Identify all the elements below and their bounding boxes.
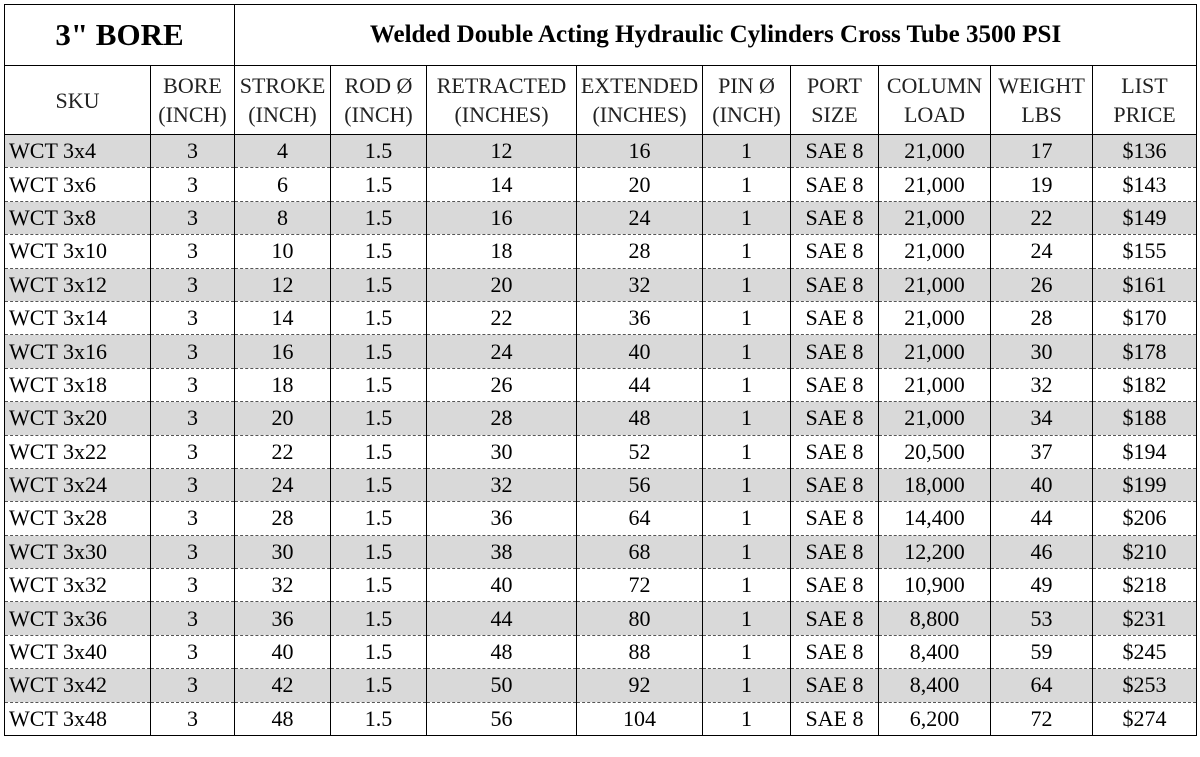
cell-sku: WCT 3x30 (5, 535, 151, 568)
cell-stroke: 18 (235, 368, 331, 401)
column-header-line: PRICE (1113, 102, 1176, 127)
cell-weight: 49 (991, 569, 1093, 602)
cell-weight: 19 (991, 168, 1093, 201)
cell-rod: 1.5 (331, 135, 427, 168)
table-body (5, 135, 1197, 736)
cell-list-price: $218 (1093, 569, 1197, 602)
cell-extended: 68 (577, 535, 703, 568)
cell-stroke: 22 (235, 435, 331, 468)
cell-bore: 3 (151, 669, 235, 702)
column-header-line: PIN Ø (718, 73, 775, 98)
cell-pin: 1 (703, 268, 791, 301)
cell-bore: 3 (151, 235, 235, 268)
cell-sku: WCT 3x8 (5, 201, 151, 234)
cell-port: SAE 8 (791, 669, 879, 702)
cell-weight: 53 (991, 602, 1093, 635)
cell-port: SAE 8 (791, 535, 879, 568)
cell-list-price: $245 (1093, 635, 1197, 668)
column-header-line: LIST (1121, 73, 1168, 98)
column-header-rod (331, 66, 427, 135)
cell-pin: 1 (703, 301, 791, 334)
cell-rod: 1.5 (331, 535, 427, 568)
cell-list-price: $194 (1093, 435, 1197, 468)
cell-port: SAE 8 (791, 635, 879, 668)
cell-retracted: 44 (427, 602, 577, 635)
cell-port: SAE 8 (791, 368, 879, 401)
cell-bore: 3 (151, 368, 235, 401)
cell-bore: 3 (151, 635, 235, 668)
cell-extended: 48 (577, 402, 703, 435)
table-row (5, 669, 1197, 702)
column-header-line: (INCH) (712, 102, 781, 127)
cell-retracted: 24 (427, 335, 577, 368)
column-header-line: SIZE (811, 102, 858, 127)
cell-column-load: 8,400 (879, 669, 991, 702)
cell-bore: 3 (151, 702, 235, 735)
column-header-line: (INCH) (344, 102, 413, 127)
cell-rod: 1.5 (331, 402, 427, 435)
cell-port: SAE 8 (791, 435, 879, 468)
cell-extended: 56 (577, 468, 703, 501)
cell-extended: 44 (577, 368, 703, 401)
cell-weight: 22 (991, 201, 1093, 234)
column-header-port (791, 66, 879, 135)
cell-retracted: 36 (427, 502, 577, 535)
column-header-line: PORT (807, 73, 862, 98)
table-row (5, 635, 1197, 668)
cell-port: SAE 8 (791, 602, 879, 635)
column-header-line: LBS (1021, 102, 1062, 127)
cell-column-load: 18,000 (879, 468, 991, 501)
cell-stroke: 4 (235, 135, 331, 168)
cell-list-price: $210 (1093, 535, 1197, 568)
cell-stroke: 14 (235, 301, 331, 334)
cell-extended: 28 (577, 235, 703, 268)
cell-list-price: $161 (1093, 268, 1197, 301)
column-header-list-price (1093, 66, 1197, 135)
cell-stroke: 16 (235, 335, 331, 368)
cell-bore: 3 (151, 268, 235, 301)
cell-rod: 1.5 (331, 201, 427, 234)
cell-retracted: 40 (427, 569, 577, 602)
column-header-line: WEIGHT (998, 73, 1085, 98)
cell-sku: WCT 3x6 (5, 168, 151, 201)
cell-pin: 1 (703, 368, 791, 401)
cell-stroke: 6 (235, 168, 331, 201)
cell-bore: 3 (151, 502, 235, 535)
column-header-line: EXTENDED (580, 73, 699, 98)
cylinder-spec-table (4, 4, 1197, 736)
column-header-sku (5, 66, 151, 135)
cell-retracted: 22 (427, 301, 577, 334)
table-row (5, 602, 1197, 635)
cell-column-load: 8,400 (879, 635, 991, 668)
cell-extended: 104 (577, 702, 703, 735)
cell-pin: 1 (703, 135, 791, 168)
cell-sku: WCT 3x42 (5, 669, 151, 702)
column-header-pin (703, 66, 791, 135)
cell-bore: 3 (151, 168, 235, 201)
cell-sku: WCT 3x48 (5, 702, 151, 735)
cell-pin: 1 (703, 669, 791, 702)
cell-list-price: $253 (1093, 669, 1197, 702)
cell-bore: 3 (151, 535, 235, 568)
cell-sku: WCT 3x32 (5, 569, 151, 602)
cell-rod: 1.5 (331, 168, 427, 201)
cell-bore: 3 (151, 301, 235, 334)
cell-column-load: 21,000 (879, 268, 991, 301)
cell-stroke: 8 (235, 201, 331, 234)
column-header-stroke (235, 66, 331, 135)
cell-extended: 24 (577, 201, 703, 234)
table-row (5, 201, 1197, 234)
cell-column-load: 21,000 (879, 201, 991, 234)
cell-weight: 46 (991, 535, 1093, 568)
table-title: Welded Double Acting Hydraulic Cylinders Cross Tube 3500 PSI (235, 5, 1197, 66)
cell-retracted: 48 (427, 635, 577, 668)
cell-retracted: 12 (427, 135, 577, 168)
column-header-weight (991, 66, 1093, 135)
cell-retracted: 56 (427, 702, 577, 735)
cell-bore: 3 (151, 602, 235, 635)
cell-column-load: 14,400 (879, 502, 991, 535)
cell-extended: 32 (577, 268, 703, 301)
cell-list-price: $170 (1093, 301, 1197, 334)
column-header-line: COLUMN (886, 73, 983, 98)
cell-port: SAE 8 (791, 201, 879, 234)
cell-pin: 1 (703, 702, 791, 735)
cell-column-load: 8,800 (879, 602, 991, 635)
column-header-line: (INCH) (248, 102, 317, 127)
column-header-line: LOAD (903, 102, 966, 127)
cell-pin: 1 (703, 201, 791, 234)
column-header-column-load (879, 66, 991, 135)
cell-pin: 1 (703, 402, 791, 435)
table-row (5, 535, 1197, 568)
table-row (5, 268, 1197, 301)
table-row (5, 468, 1197, 501)
cell-sku: WCT 3x40 (5, 635, 151, 668)
cell-extended: 40 (577, 335, 703, 368)
cell-list-price: $199 (1093, 468, 1197, 501)
cell-weight: 28 (991, 301, 1093, 334)
cell-rod: 1.5 (331, 635, 427, 668)
cell-column-load: 10,900 (879, 569, 991, 602)
cell-port: SAE 8 (791, 135, 879, 168)
cell-stroke: 10 (235, 235, 331, 268)
cell-list-price: $188 (1093, 402, 1197, 435)
cell-port: SAE 8 (791, 335, 879, 368)
cell-stroke: 32 (235, 569, 331, 602)
cell-bore: 3 (151, 435, 235, 468)
cell-rod: 1.5 (331, 468, 427, 501)
cell-weight: 30 (991, 335, 1093, 368)
cell-column-load: 6,200 (879, 702, 991, 735)
cell-retracted: 26 (427, 368, 577, 401)
table-row (5, 569, 1197, 602)
cell-weight: 44 (991, 502, 1093, 535)
column-header-line: STROKE (239, 73, 326, 98)
cell-retracted: 50 (427, 669, 577, 702)
cell-list-price: $155 (1093, 235, 1197, 268)
cell-pin: 1 (703, 635, 791, 668)
cell-rod: 1.5 (331, 268, 427, 301)
cell-rod: 1.5 (331, 702, 427, 735)
cell-bore: 3 (151, 201, 235, 234)
column-header-line: RETRACTED (436, 73, 567, 98)
cell-retracted: 38 (427, 535, 577, 568)
cell-extended: 52 (577, 435, 703, 468)
table-row (5, 402, 1197, 435)
cell-column-load: 21,000 (879, 368, 991, 401)
cell-sku: WCT 3x16 (5, 335, 151, 368)
column-header-line: (INCHES) (454, 102, 549, 127)
cell-pin: 1 (703, 435, 791, 468)
cell-sku: WCT 3x12 (5, 268, 151, 301)
cell-weight: 32 (991, 368, 1093, 401)
cell-retracted: 32 (427, 468, 577, 501)
bore-title: 3" BORE (5, 5, 235, 66)
cell-list-price: $136 (1093, 135, 1197, 168)
table-row (5, 301, 1197, 334)
cell-bore: 3 (151, 402, 235, 435)
cell-extended: 80 (577, 602, 703, 635)
cell-pin: 1 (703, 168, 791, 201)
cell-stroke: 12 (235, 268, 331, 301)
cell-list-price: $178 (1093, 335, 1197, 368)
cell-bore: 3 (151, 468, 235, 501)
cell-rod: 1.5 (331, 602, 427, 635)
cell-weight: 40 (991, 468, 1093, 501)
cell-weight: 72 (991, 702, 1093, 735)
column-header-line: BORE (163, 73, 222, 98)
cell-weight: 37 (991, 435, 1093, 468)
cell-list-price: $274 (1093, 702, 1197, 735)
column-header-bore (151, 66, 235, 135)
cell-bore: 3 (151, 135, 235, 168)
cell-stroke: 42 (235, 669, 331, 702)
cell-list-price: $143 (1093, 168, 1197, 201)
cell-column-load: 21,000 (879, 301, 991, 334)
cell-retracted: 18 (427, 235, 577, 268)
cell-rod: 1.5 (331, 301, 427, 334)
cell-list-price: $149 (1093, 201, 1197, 234)
cell-column-load: 21,000 (879, 335, 991, 368)
cell-sku: WCT 3x20 (5, 402, 151, 435)
cell-rod: 1.5 (331, 569, 427, 602)
table-row (5, 368, 1197, 401)
table-row (5, 235, 1197, 268)
cell-weight: 59 (991, 635, 1093, 668)
cell-extended: 92 (577, 669, 703, 702)
cell-column-load: 20,500 (879, 435, 991, 468)
cell-sku: WCT 3x22 (5, 435, 151, 468)
cell-rod: 1.5 (331, 368, 427, 401)
cell-column-load: 21,000 (879, 402, 991, 435)
cell-list-price: $231 (1093, 602, 1197, 635)
cell-list-price: $182 (1093, 368, 1197, 401)
cell-pin: 1 (703, 235, 791, 268)
column-header-row (5, 66, 1197, 135)
cell-stroke: 20 (235, 402, 331, 435)
column-header-line: SKU (55, 87, 100, 113)
cell-pin: 1 (703, 335, 791, 368)
cell-retracted: 16 (427, 201, 577, 234)
cell-pin: 1 (703, 468, 791, 501)
cell-weight: 24 (991, 235, 1093, 268)
cell-column-load: 21,000 (879, 235, 991, 268)
cell-port: SAE 8 (791, 268, 879, 301)
cell-weight: 34 (991, 402, 1093, 435)
cell-sku: WCT 3x36 (5, 602, 151, 635)
column-header-line: ROD Ø (344, 73, 413, 98)
cell-port: SAE 8 (791, 235, 879, 268)
cell-port: SAE 8 (791, 702, 879, 735)
cell-stroke: 28 (235, 502, 331, 535)
cell-sku: WCT 3x4 (5, 135, 151, 168)
cell-extended: 16 (577, 135, 703, 168)
cell-sku: WCT 3x24 (5, 468, 151, 501)
cell-pin: 1 (703, 502, 791, 535)
cell-rod: 1.5 (331, 435, 427, 468)
cell-column-load: 12,200 (879, 535, 991, 568)
cell-port: SAE 8 (791, 402, 879, 435)
cell-extended: 72 (577, 569, 703, 602)
cell-stroke: 48 (235, 702, 331, 735)
column-header-extended (577, 66, 703, 135)
cell-column-load: 21,000 (879, 135, 991, 168)
cell-retracted: 20 (427, 268, 577, 301)
cell-stroke: 40 (235, 635, 331, 668)
cell-weight: 17 (991, 135, 1093, 168)
cell-port: SAE 8 (791, 502, 879, 535)
cell-extended: 36 (577, 301, 703, 334)
cell-rod: 1.5 (331, 335, 427, 368)
cell-column-load: 21,000 (879, 168, 991, 201)
table-row (5, 168, 1197, 201)
cell-rod: 1.5 (331, 235, 427, 268)
cell-retracted: 28 (427, 402, 577, 435)
title-row (5, 5, 1197, 66)
cell-port: SAE 8 (791, 301, 879, 334)
cell-pin: 1 (703, 535, 791, 568)
cell-stroke: 24 (235, 468, 331, 501)
cell-rod: 1.5 (331, 669, 427, 702)
cell-weight: 64 (991, 669, 1093, 702)
column-header-retracted (427, 66, 577, 135)
cell-weight: 26 (991, 268, 1093, 301)
table-row (5, 335, 1197, 368)
table-row (5, 135, 1197, 168)
table-row (5, 435, 1197, 468)
cell-retracted: 30 (427, 435, 577, 468)
cell-sku: WCT 3x28 (5, 502, 151, 535)
cell-pin: 1 (703, 569, 791, 602)
cell-sku: WCT 3x18 (5, 368, 151, 401)
cell-port: SAE 8 (791, 168, 879, 201)
cell-extended: 64 (577, 502, 703, 535)
cell-sku: WCT 3x14 (5, 301, 151, 334)
cell-retracted: 14 (427, 168, 577, 201)
cell-extended: 88 (577, 635, 703, 668)
cell-extended: 20 (577, 168, 703, 201)
cell-bore: 3 (151, 335, 235, 368)
cell-port: SAE 8 (791, 468, 879, 501)
cell-port: SAE 8 (791, 569, 879, 602)
cell-pin: 1 (703, 602, 791, 635)
spec-sheet (4, 4, 1196, 753)
cell-bore: 3 (151, 569, 235, 602)
cell-list-price: $206 (1093, 502, 1197, 535)
cell-rod: 1.5 (331, 502, 427, 535)
table-row (5, 702, 1197, 735)
table-row (5, 502, 1197, 535)
cell-stroke: 36 (235, 602, 331, 635)
column-header-line: (INCHES) (592, 102, 687, 127)
column-header-line: (INCH) (158, 102, 227, 127)
cell-sku: WCT 3x10 (5, 235, 151, 268)
cell-stroke: 30 (235, 535, 331, 568)
